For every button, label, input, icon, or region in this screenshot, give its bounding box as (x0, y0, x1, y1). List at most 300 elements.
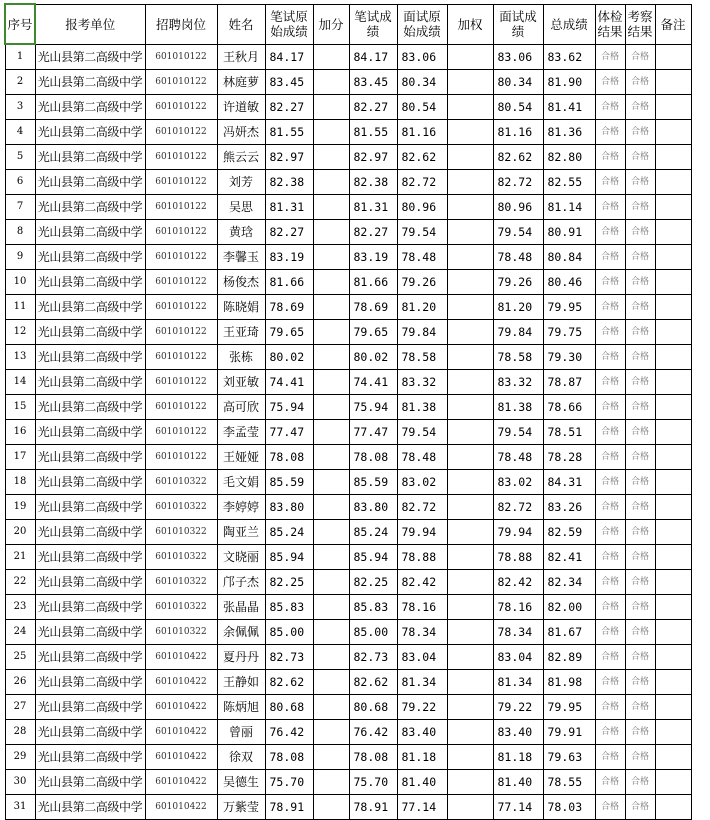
cell-physical[interactable]: 合格 (595, 745, 625, 770)
cell-weight[interactable] (447, 320, 493, 345)
cell-written-raw[interactable]: 83.19 (265, 245, 313, 270)
cell-interview[interactable]: 82.42 (493, 570, 543, 595)
cell-written[interactable]: 78.08 (349, 745, 397, 770)
cell-written[interactable]: 77.47 (349, 420, 397, 445)
cell-written-raw[interactable]: 81.66 (265, 270, 313, 295)
cell-interview[interactable]: 81.40 (493, 770, 543, 795)
cell-bonus[interactable] (313, 745, 349, 770)
cell-physical[interactable]: 合格 (595, 195, 625, 220)
cell-interview-raw[interactable]: 82.42 (397, 570, 447, 595)
cell-name[interactable]: 徐双 (217, 745, 265, 770)
cell-written[interactable]: 78.91 (349, 795, 397, 820)
cell-unit[interactable]: 光山县第二高级中学 (35, 570, 145, 595)
cell-seq[interactable]: 11 (5, 295, 35, 320)
cell-interview-raw[interactable]: 82.72 (397, 495, 447, 520)
cell-seq[interactable]: 9 (5, 245, 35, 270)
cell-remark[interactable] (655, 570, 691, 595)
cell-name[interactable]: 张栋 (217, 345, 265, 370)
cell-unit[interactable]: 光山县第二高级中学 (35, 345, 145, 370)
cell-interview-raw[interactable]: 81.38 (397, 395, 447, 420)
cell-weight[interactable] (447, 145, 493, 170)
cell-seq[interactable]: 13 (5, 345, 35, 370)
cell-inspection[interactable]: 合格 (625, 795, 655, 820)
cell-interview[interactable]: 81.34 (493, 670, 543, 695)
cell-seq[interactable]: 2 (5, 70, 35, 95)
cell-written-raw[interactable]: 80.02 (265, 345, 313, 370)
cell-interview[interactable]: 83.32 (493, 370, 543, 395)
cell-written[interactable]: 83.80 (349, 495, 397, 520)
cell-written[interactable]: 81.31 (349, 195, 397, 220)
cell-written[interactable]: 76.42 (349, 720, 397, 745)
cell-interview[interactable]: 79.22 (493, 695, 543, 720)
cell-name[interactable]: 刘亚敏 (217, 370, 265, 395)
cell-bonus[interactable] (313, 520, 349, 545)
cell-bonus[interactable] (313, 720, 349, 745)
cell-remark[interactable] (655, 545, 691, 570)
cell-interview[interactable]: 82.62 (493, 145, 543, 170)
cell-name[interactable]: 李孟莹 (217, 420, 265, 445)
cell-inspection[interactable]: 合格 (625, 470, 655, 495)
cell-post[interactable]: 601010122 (145, 220, 217, 245)
cell-remark[interactable] (655, 44, 691, 70)
cell-interview[interactable]: 79.54 (493, 220, 543, 245)
cell-unit[interactable]: 光山县第二高级中学 (35, 170, 145, 195)
cell-total[interactable]: 78.55 (543, 770, 595, 795)
cell-physical[interactable]: 合格 (595, 370, 625, 395)
cell-unit[interactable]: 光山县第二高级中学 (35, 645, 145, 670)
cell-total[interactable]: 81.36 (543, 120, 595, 145)
cell-seq[interactable]: 31 (5, 795, 35, 820)
cell-unit[interactable]: 光山县第二高级中学 (35, 545, 145, 570)
cell-unit[interactable]: 光山县第二高级中学 (35, 320, 145, 345)
header-seq[interactable]: 序号 (5, 4, 35, 44)
cell-bonus[interactable] (313, 470, 349, 495)
cell-weight[interactable] (447, 720, 493, 745)
cell-written[interactable]: 75.94 (349, 395, 397, 420)
cell-bonus[interactable] (313, 345, 349, 370)
cell-weight[interactable] (447, 695, 493, 720)
cell-total[interactable]: 81.90 (543, 70, 595, 95)
cell-weight[interactable] (447, 795, 493, 820)
cell-physical[interactable]: 合格 (595, 245, 625, 270)
cell-remark[interactable] (655, 445, 691, 470)
cell-interview-raw[interactable]: 79.26 (397, 270, 447, 295)
cell-interview-raw[interactable]: 83.06 (397, 44, 447, 70)
cell-post[interactable]: 601010122 (145, 170, 217, 195)
cell-unit[interactable]: 光山县第二高级中学 (35, 420, 145, 445)
cell-remark[interactable] (655, 595, 691, 620)
cell-unit[interactable]: 光山县第二高级中学 (35, 395, 145, 420)
cell-written[interactable]: 82.38 (349, 170, 397, 195)
cell-seq[interactable]: 27 (5, 695, 35, 720)
cell-written-raw[interactable]: 78.08 (265, 445, 313, 470)
cell-name[interactable]: 吴思 (217, 195, 265, 220)
cell-written[interactable]: 81.66 (349, 270, 397, 295)
cell-seq[interactable]: 19 (5, 495, 35, 520)
cell-inspection[interactable]: 合格 (625, 120, 655, 145)
cell-physical[interactable]: 合格 (595, 44, 625, 70)
header-physical[interactable]: 体检结果 (595, 4, 625, 44)
cell-physical[interactable]: 合格 (595, 795, 625, 820)
cell-bonus[interactable] (313, 420, 349, 445)
cell-unit[interactable]: 光山县第二高级中学 (35, 245, 145, 270)
cell-written-raw[interactable]: 85.59 (265, 470, 313, 495)
cell-total[interactable]: 82.00 (543, 595, 595, 620)
cell-bonus[interactable] (313, 545, 349, 570)
cell-weight[interactable] (447, 295, 493, 320)
cell-total[interactable]: 81.41 (543, 95, 595, 120)
cell-interview[interactable]: 78.34 (493, 620, 543, 645)
cell-bonus[interactable] (313, 370, 349, 395)
cell-name[interactable]: 文晓丽 (217, 545, 265, 570)
cell-physical[interactable]: 合格 (595, 445, 625, 470)
cell-total[interactable]: 78.28 (543, 445, 595, 470)
cell-written[interactable]: 79.65 (349, 320, 397, 345)
cell-total[interactable]: 79.63 (543, 745, 595, 770)
cell-remark[interactable] (655, 70, 691, 95)
cell-seq[interactable]: 14 (5, 370, 35, 395)
cell-seq[interactable]: 20 (5, 520, 35, 545)
cell-written-raw[interactable]: 82.27 (265, 220, 313, 245)
cell-weight[interactable] (447, 370, 493, 395)
cell-remark[interactable] (655, 670, 691, 695)
cell-interview[interactable]: 81.18 (493, 745, 543, 770)
cell-physical[interactable]: 合格 (595, 320, 625, 345)
header-remark[interactable]: 备注 (655, 4, 691, 44)
cell-bonus[interactable] (313, 245, 349, 270)
cell-interview-raw[interactable]: 79.94 (397, 520, 447, 545)
cell-interview-raw[interactable]: 83.40 (397, 720, 447, 745)
header-unit[interactable]: 报考单位 (35, 4, 145, 44)
cell-remark[interactable] (655, 795, 691, 820)
cell-written[interactable]: 85.00 (349, 620, 397, 645)
cell-written[interactable]: 85.83 (349, 595, 397, 620)
header-name[interactable]: 姓名 (217, 4, 265, 44)
cell-interview[interactable]: 83.04 (493, 645, 543, 670)
header-written-raw[interactable]: 笔试原始成绩 (265, 4, 313, 44)
cell-unit[interactable]: 光山县第二高级中学 (35, 295, 145, 320)
cell-interview[interactable]: 78.16 (493, 595, 543, 620)
cell-total[interactable]: 82.59 (543, 520, 595, 545)
cell-interview-raw[interactable]: 82.62 (397, 145, 447, 170)
cell-seq[interactable]: 23 (5, 595, 35, 620)
cell-bonus[interactable] (313, 620, 349, 645)
cell-physical[interactable]: 合格 (595, 520, 625, 545)
cell-physical[interactable]: 合格 (595, 420, 625, 445)
cell-written-raw[interactable]: 81.31 (265, 195, 313, 220)
cell-interview[interactable]: 79.26 (493, 270, 543, 295)
header-weight[interactable]: 加权 (447, 4, 493, 44)
cell-bonus[interactable] (313, 195, 349, 220)
cell-total[interactable]: 81.98 (543, 670, 595, 695)
cell-weight[interactable] (447, 470, 493, 495)
cell-bonus[interactable] (313, 270, 349, 295)
cell-weight[interactable] (447, 545, 493, 570)
cell-name[interactable]: 夏丹丹 (217, 645, 265, 670)
cell-unit[interactable]: 光山县第二高级中学 (35, 95, 145, 120)
cell-written-raw[interactable]: 85.00 (265, 620, 313, 645)
cell-post[interactable]: 601010322 (145, 570, 217, 595)
cell-written-raw[interactable]: 83.45 (265, 70, 313, 95)
cell-bonus[interactable] (313, 220, 349, 245)
cell-unit[interactable]: 光山县第二高级中学 (35, 770, 145, 795)
cell-weight[interactable] (447, 770, 493, 795)
cell-interview-raw[interactable]: 83.04 (397, 645, 447, 670)
cell-inspection[interactable]: 合格 (625, 570, 655, 595)
cell-seq[interactable]: 26 (5, 670, 35, 695)
cell-total[interactable]: 78.51 (543, 420, 595, 445)
cell-remark[interactable] (655, 495, 691, 520)
cell-total[interactable]: 82.80 (543, 145, 595, 170)
cell-post[interactable]: 601010422 (145, 695, 217, 720)
cell-remark[interactable] (655, 320, 691, 345)
cell-written[interactable]: 82.97 (349, 145, 397, 170)
cell-seq[interactable]: 15 (5, 395, 35, 420)
cell-interview[interactable]: 81.16 (493, 120, 543, 145)
cell-post[interactable]: 601010122 (145, 70, 217, 95)
cell-written-raw[interactable]: 76.42 (265, 720, 313, 745)
cell-remark[interactable] (655, 645, 691, 670)
cell-interview[interactable]: 82.72 (493, 170, 543, 195)
header-written[interactable]: 笔试成绩 (349, 4, 397, 44)
cell-written[interactable]: 83.45 (349, 70, 397, 95)
cell-written[interactable]: 80.02 (349, 345, 397, 370)
cell-written[interactable]: 82.25 (349, 570, 397, 595)
cell-inspection[interactable]: 合格 (625, 195, 655, 220)
cell-bonus[interactable] (313, 695, 349, 720)
cell-written-raw[interactable]: 82.27 (265, 95, 313, 120)
cell-physical[interactable]: 合格 (595, 695, 625, 720)
cell-post[interactable]: 601010322 (145, 520, 217, 545)
cell-interview[interactable]: 78.48 (493, 445, 543, 470)
cell-post[interactable]: 601010122 (145, 120, 217, 145)
cell-physical[interactable]: 合格 (595, 295, 625, 320)
cell-weight[interactable] (447, 670, 493, 695)
cell-seq[interactable]: 12 (5, 320, 35, 345)
cell-seq[interactable]: 6 (5, 170, 35, 195)
cell-weight[interactable] (447, 445, 493, 470)
cell-bonus[interactable] (313, 670, 349, 695)
cell-seq[interactable]: 8 (5, 220, 35, 245)
cell-weight[interactable] (447, 44, 493, 70)
cell-interview[interactable]: 79.94 (493, 520, 543, 545)
cell-name[interactable]: 熊云云 (217, 145, 265, 170)
cell-written-raw[interactable]: 82.97 (265, 145, 313, 170)
cell-written-raw[interactable]: 74.41 (265, 370, 313, 395)
cell-unit[interactable]: 光山县第二高级中学 (35, 220, 145, 245)
cell-interview[interactable]: 81.38 (493, 395, 543, 420)
cell-written[interactable]: 81.55 (349, 120, 397, 145)
cell-written-raw[interactable]: 85.94 (265, 545, 313, 570)
cell-written[interactable]: 84.17 (349, 44, 397, 70)
cell-total[interactable]: 82.34 (543, 570, 595, 595)
cell-unit[interactable]: 光山县第二高级中学 (35, 470, 145, 495)
cell-unit[interactable]: 光山县第二高级中学 (35, 795, 145, 820)
cell-weight[interactable] (447, 595, 493, 620)
cell-inspection[interactable]: 合格 (625, 770, 655, 795)
cell-remark[interactable] (655, 420, 691, 445)
cell-interview[interactable]: 79.84 (493, 320, 543, 345)
cell-total[interactable]: 79.95 (543, 295, 595, 320)
cell-interview[interactable]: 80.54 (493, 95, 543, 120)
header-inspection[interactable]: 考察结果 (625, 4, 655, 44)
cell-interview[interactable]: 83.02 (493, 470, 543, 495)
cell-unit[interactable]: 光山县第二高级中学 (35, 520, 145, 545)
cell-written-raw[interactable]: 85.24 (265, 520, 313, 545)
cell-interview[interactable]: 80.34 (493, 70, 543, 95)
cell-total[interactable]: 81.14 (543, 195, 595, 220)
cell-interview[interactable]: 83.06 (493, 44, 543, 70)
cell-post[interactable]: 601010122 (145, 420, 217, 445)
cell-physical[interactable]: 合格 (595, 770, 625, 795)
cell-seq[interactable]: 29 (5, 745, 35, 770)
cell-physical[interactable]: 合格 (595, 595, 625, 620)
cell-written[interactable]: 82.27 (349, 95, 397, 120)
cell-name[interactable]: 王亚琦 (217, 320, 265, 345)
cell-physical[interactable]: 合格 (595, 270, 625, 295)
cell-weight[interactable] (447, 745, 493, 770)
cell-unit[interactable]: 光山县第二高级中学 (35, 595, 145, 620)
cell-remark[interactable] (655, 745, 691, 770)
cell-interview-raw[interactable]: 79.22 (397, 695, 447, 720)
cell-bonus[interactable] (313, 120, 349, 145)
cell-inspection[interactable]: 合格 (625, 745, 655, 770)
cell-post[interactable]: 601010122 (145, 44, 217, 70)
cell-unit[interactable]: 光山县第二高级中学 (35, 370, 145, 395)
cell-bonus[interactable] (313, 770, 349, 795)
cell-interview-raw[interactable]: 81.40 (397, 770, 447, 795)
cell-inspection[interactable]: 合格 (625, 44, 655, 70)
cell-name[interactable]: 余佩佩 (217, 620, 265, 645)
header-bonus[interactable]: 加分 (313, 4, 349, 44)
cell-written-raw[interactable]: 81.55 (265, 120, 313, 145)
cell-interview-raw[interactable]: 78.48 (397, 445, 447, 470)
cell-bonus[interactable] (313, 70, 349, 95)
cell-interview-raw[interactable]: 79.54 (397, 420, 447, 445)
cell-written-raw[interactable]: 83.80 (265, 495, 313, 520)
cell-total[interactable]: 79.75 (543, 320, 595, 345)
cell-unit[interactable]: 光山县第二高级中学 (35, 445, 145, 470)
cell-remark[interactable] (655, 220, 691, 245)
cell-bonus[interactable] (313, 570, 349, 595)
cell-written[interactable]: 85.94 (349, 545, 397, 570)
cell-unit[interactable]: 光山县第二高级中学 (35, 670, 145, 695)
cell-physical[interactable]: 合格 (595, 170, 625, 195)
cell-inspection[interactable]: 合格 (625, 420, 655, 445)
cell-written-raw[interactable]: 75.70 (265, 770, 313, 795)
cell-interview-raw[interactable]: 78.58 (397, 345, 447, 370)
cell-name[interactable]: 陈炳旭 (217, 695, 265, 720)
cell-interview-raw[interactable]: 77.14 (397, 795, 447, 820)
header-interview[interactable]: 面试成绩 (493, 4, 543, 44)
cell-remark[interactable] (655, 120, 691, 145)
cell-interview-raw[interactable]: 83.32 (397, 370, 447, 395)
cell-physical[interactable]: 合格 (595, 645, 625, 670)
cell-total[interactable]: 83.62 (543, 44, 595, 70)
cell-written[interactable]: 80.68 (349, 695, 397, 720)
cell-remark[interactable] (655, 695, 691, 720)
cell-interview-raw[interactable]: 78.48 (397, 245, 447, 270)
cell-interview-raw[interactable]: 80.34 (397, 70, 447, 95)
cell-seq[interactable]: 5 (5, 145, 35, 170)
cell-post[interactable]: 601010422 (145, 645, 217, 670)
cell-seq[interactable]: 10 (5, 270, 35, 295)
cell-inspection[interactable]: 合格 (625, 595, 655, 620)
cell-name[interactable]: 陶亚兰 (217, 520, 265, 545)
cell-remark[interactable] (655, 770, 691, 795)
cell-inspection[interactable]: 合格 (625, 720, 655, 745)
cell-post[interactable]: 601010122 (145, 395, 217, 420)
cell-weight[interactable] (447, 95, 493, 120)
cell-physical[interactable]: 合格 (595, 495, 625, 520)
cell-post[interactable]: 601010422 (145, 720, 217, 745)
cell-written-raw[interactable]: 85.83 (265, 595, 313, 620)
cell-unit[interactable]: 光山县第二高级中学 (35, 44, 145, 70)
cell-written[interactable]: 85.24 (349, 520, 397, 545)
cell-inspection[interactable]: 合格 (625, 495, 655, 520)
cell-written-raw[interactable]: 79.65 (265, 320, 313, 345)
cell-inspection[interactable]: 合格 (625, 395, 655, 420)
cell-post[interactable]: 601010422 (145, 795, 217, 820)
cell-written-raw[interactable]: 78.69 (265, 295, 313, 320)
cell-post[interactable]: 601010322 (145, 595, 217, 620)
cell-written[interactable]: 78.08 (349, 445, 397, 470)
cell-total[interactable]: 80.84 (543, 245, 595, 270)
cell-post[interactable]: 601010122 (145, 95, 217, 120)
cell-name[interactable]: 杨俊杰 (217, 270, 265, 295)
cell-interview[interactable]: 78.88 (493, 545, 543, 570)
cell-total[interactable]: 82.55 (543, 170, 595, 195)
cell-remark[interactable] (655, 245, 691, 270)
cell-unit[interactable]: 光山县第二高级中学 (35, 270, 145, 295)
cell-inspection[interactable]: 合格 (625, 645, 655, 670)
cell-bonus[interactable] (313, 495, 349, 520)
cell-total[interactable]: 82.89 (543, 645, 595, 670)
cell-physical[interactable]: 合格 (595, 720, 625, 745)
cell-written-raw[interactable]: 78.08 (265, 745, 313, 770)
cell-unit[interactable]: 光山县第二高级中学 (35, 195, 145, 220)
cell-post[interactable]: 601010122 (145, 270, 217, 295)
cell-interview[interactable]: 81.20 (493, 295, 543, 320)
cell-total[interactable]: 80.91 (543, 220, 595, 245)
cell-written-raw[interactable]: 82.73 (265, 645, 313, 670)
cell-inspection[interactable]: 合格 (625, 270, 655, 295)
cell-physical[interactable]: 合格 (595, 570, 625, 595)
cell-written-raw[interactable]: 75.94 (265, 395, 313, 420)
cell-seq[interactable]: 17 (5, 445, 35, 470)
cell-bonus[interactable] (313, 645, 349, 670)
cell-bonus[interactable] (313, 44, 349, 70)
cell-seq[interactable]: 16 (5, 420, 35, 445)
cell-total[interactable]: 81.67 (543, 620, 595, 645)
cell-written[interactable]: 82.62 (349, 670, 397, 695)
cell-name[interactable]: 万紫莹 (217, 795, 265, 820)
cell-weight[interactable] (447, 120, 493, 145)
cell-name[interactable]: 陈晓娟 (217, 295, 265, 320)
cell-inspection[interactable]: 合格 (625, 670, 655, 695)
cell-unit[interactable]: 光山县第二高级中学 (35, 120, 145, 145)
cell-name[interactable]: 王娅娅 (217, 445, 265, 470)
cell-weight[interactable] (447, 520, 493, 545)
cell-weight[interactable] (447, 170, 493, 195)
cell-name[interactable]: 冯妍杰 (217, 120, 265, 145)
cell-physical[interactable]: 合格 (595, 220, 625, 245)
cell-unit[interactable]: 光山县第二高级中学 (35, 145, 145, 170)
cell-bonus[interactable] (313, 145, 349, 170)
cell-seq[interactable]: 25 (5, 645, 35, 670)
cell-seq[interactable]: 1 (5, 44, 35, 70)
cell-total[interactable]: 84.31 (543, 470, 595, 495)
